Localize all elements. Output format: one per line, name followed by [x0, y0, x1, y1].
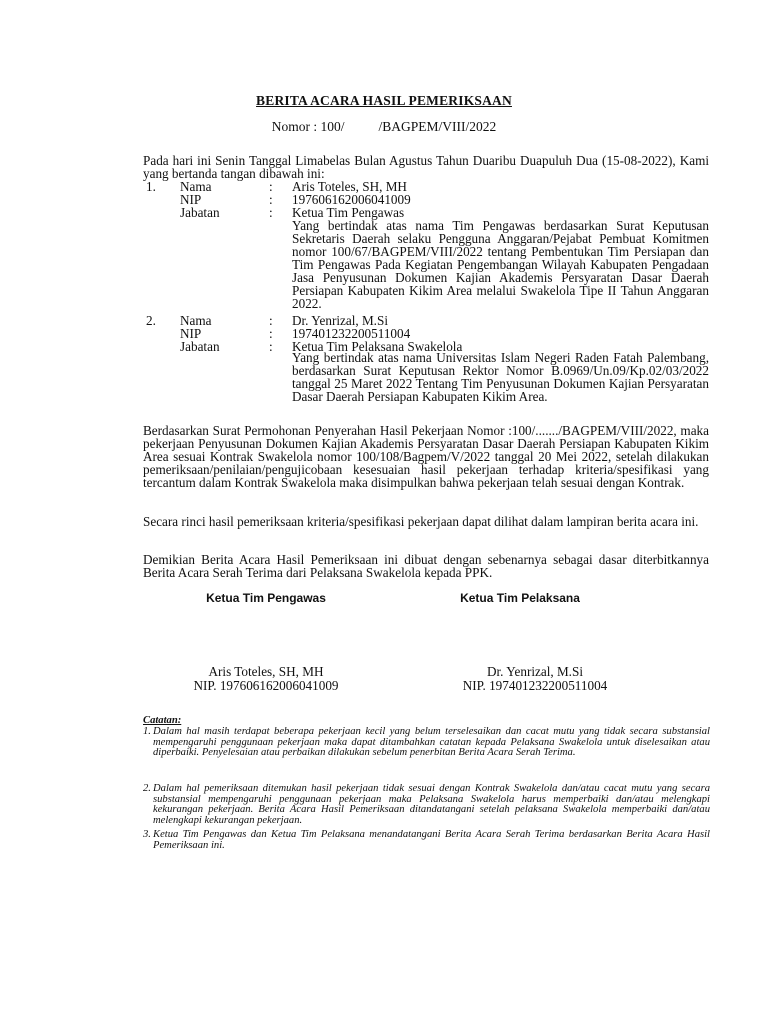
nama-label: Nama	[180, 179, 212, 194]
signature-nip-right: NIP. 197401232200511004	[462, 678, 608, 693]
signature-name-right: Dr. Yenrizal, M.Si	[487, 664, 583, 679]
signature-title-right: Ketua Tim Pelaksana	[460, 591, 580, 605]
note-number: 3.	[143, 829, 151, 840]
note-text: Dalam hal pemeriksaan ditemukan hasil pekerjaan tidak sesuai dengan Kontrak Swakelola dan/atau cacat mutu yang secara substansial mempengaruhi penggunaan pekerjaan maka Pelaksana Swakelola harus memperbaiki dan/atau melengkapi kekurangan pekerjaan. Berita Acara Hasil Pemeriksaan ditandatangani setelah pelaksana Swakelola memperbaiki dan/atau melengkapi kekurangan pekerjaan.	[153, 783, 710, 826]
document-number-suffix: /BAGPEM/VIII/2022	[378, 119, 497, 134]
person-number: 2.	[146, 313, 156, 328]
nip-value: 197606162006041009	[292, 192, 411, 207]
document-title: BERITA ACARA HASIL PEMERIKSAAN	[256, 93, 512, 108]
person-description: Yang bertindak atas nama Universitas Islam Negeri Raden Fatah Palembang, berdasarkan Surat Keputusan Rektor Nomor B.0969/Un.09/Kp.02/03/2022 tanggal 25 Maret 2022 Tentang Tim Penyusunan Dokumen Kajian Persyaratan Dasar Daerah Persiapan Kabupaten Kikim Area.	[292, 350, 709, 404]
note-item	[143, 830, 710, 851]
colon: :	[269, 205, 273, 220]
signature-nip-left: NIP. 197606162006041009	[193, 678, 339, 693]
signature-title-left: Ketua Tim Pengawas	[206, 591, 326, 605]
note-item	[143, 727, 710, 759]
jabatan-value: Ketua Tim Pengawas	[292, 205, 405, 220]
person-description: Yang bertindak atas nama Tim Pengawas berdasarkan Surat Keputusan Sekretaris Daerah selaku Pengguna Anggaran/Pejabat Pembuat Komitmen nomor 100/67/BAGPEM/VIII/2022 tentang Pembentukan Tim Persiapan dan Tim Pengawas Pada Kegiatan Pengembangan Wilayah Kabupaten Pengadaan Jasa Penyusunan Dokumen Kajian Akademis Persyaratan Dasar Daerah Persiapan Kabupaten Kikim Area melalui Swakelola Tipe II Tahun Anggaran 2022.	[292, 218, 709, 311]
details-paragraph: Secara rinci hasil pemeriksaan kriteria/spesifikasi pekerjaan dapat dilihat dalam lampiran berita acara ini.	[143, 514, 699, 529]
nip-label: NIP	[180, 192, 202, 207]
intro-paragraph: Pada hari ini Senin Tanggal Limabelas Bulan Agustus Tahun Duaribu Duapuluh Dua (15-08-2022), Kami yang bertanda tangan dibawah ini:	[143, 153, 709, 181]
notes-title: Catatan:	[143, 715, 182, 726]
nama-label: Nama	[180, 313, 212, 328]
colon: :	[269, 192, 273, 207]
colon: :	[269, 313, 273, 328]
nip-value: 197401232200511004	[292, 326, 411, 341]
nama-value: Dr. Yenrizal, M.Si	[292, 313, 388, 328]
colon: :	[269, 326, 273, 341]
closing-paragraph: Demikian Berita Acara Hasil Pemeriksaan ini dibuat dengan sebenarnya sebagai dasar diterbitkannya Berita Acara Serah Terima dari Pelaksana Swakelola kepada PPK.	[143, 552, 709, 580]
note-item	[143, 784, 710, 826]
jabatan-value: Ketua Tim Pelaksana Swakelola	[292, 339, 463, 354]
note-number: 2.	[143, 783, 151, 794]
person-number: 1.	[146, 179, 156, 194]
document-number-prefix: Nomor : 100/	[271, 119, 345, 134]
nama-value: Aris Toteles, SH, MH	[292, 179, 407, 194]
note-text: Dalam hal masih terdapat beberapa pekerjaan kecil yang belum terselesaikan dan cacat mutu yang tidak secara substansial mempengaruhi penggunaan pekerjaan maka dapat ditambahkan catatan kepada Pelaksana Swakelola untuk diselesaikan atau diperbaiki. Penyelesaian atau perbaikan dilakukan sebelum penerbitan Berita Acara Serah Terima.	[153, 726, 710, 758]
basis-paragraph: Berdasarkan Surat Permohonan Penyerahan Hasil Pekerjaan Nomor :100/......./BAGPEM/VIII/2022, maka pekerjaan Penyusunan Dokumen Kajian Akademis Persyaratan Dasar Daerah Persiapan Kabupaten Kikim Area sesuai Kontrak Swakelola nomor 100/108/Bagpem/V/2022 tanggal 20 Mei 2022, setelah dilakukan pemeriksaan/penilaian/pengujicobaan kesesuaian hasil pekerjaan terhadap kriteria/spesifikasi yang tercantum dalam Kontrak Swakelola maka disimpulkan bahwa pekerjaan telah sesuai dengan Kontrak.	[143, 423, 709, 490]
colon: :	[269, 339, 273, 354]
colon: :	[269, 179, 273, 194]
signature-name-left: Aris Toteles, SH, MH	[208, 664, 324, 679]
note-text: Ketua Tim Pengawas dan Ketua Tim Pelaksana menandatangani Berita Acara Serah Terima berdasarkan Berita Acara Hasil Pemeriksaan ini.	[153, 829, 710, 851]
note-number: 1.	[143, 726, 151, 737]
jabatan-label: Jabatan	[180, 205, 220, 220]
document-number	[0, 119, 768, 135]
nip-label: NIP	[180, 326, 202, 341]
jabatan-label: Jabatan	[180, 339, 220, 354]
